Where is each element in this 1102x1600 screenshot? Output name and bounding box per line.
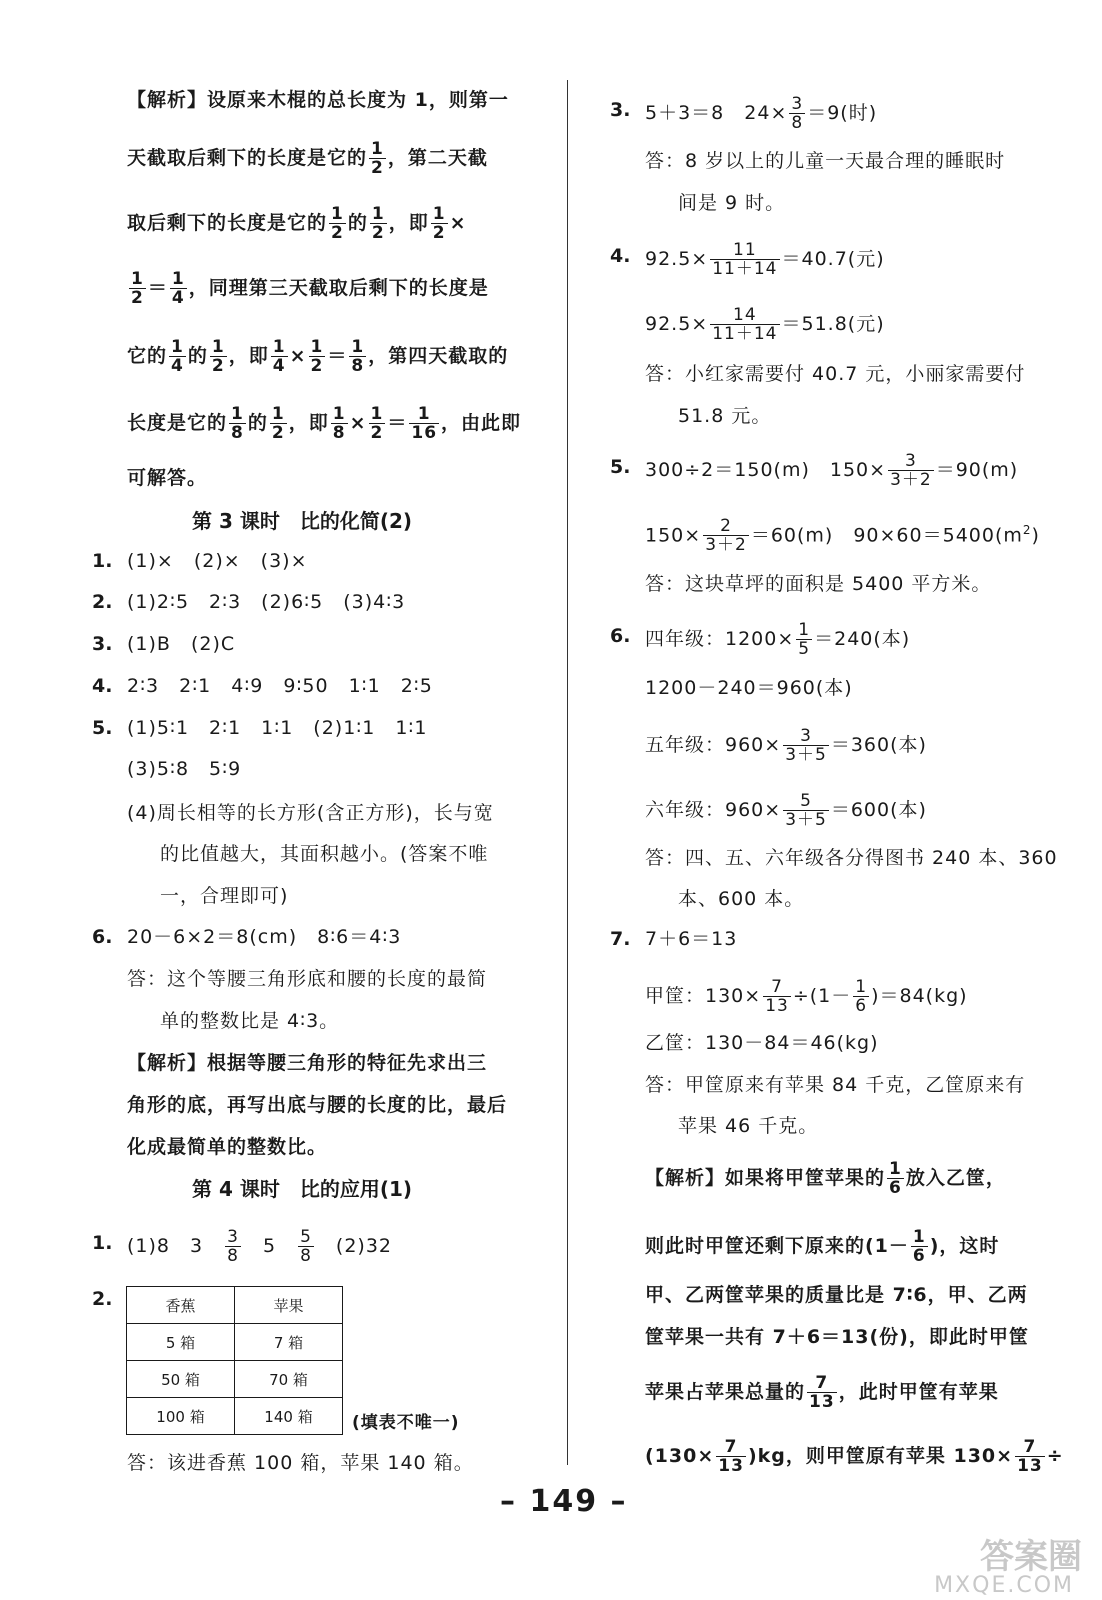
- answer-line: 答：小红家需要付 40.7 元，小丽家需要付: [645, 363, 1026, 385]
- analysis-line: 可解答。: [127, 467, 208, 489]
- answer-line: (3)5∶8 5∶9: [127, 758, 242, 780]
- answer-line: 的比值越大，其面积越小。(答案不唯: [160, 843, 489, 865]
- question-number: 6.: [92, 926, 113, 948]
- analysis-line: 则此时甲筐还剩下原来的(1－ $\frac{1}{6}$ )，这时: [645, 1227, 1000, 1266]
- table-header: 苹果: [235, 1287, 343, 1324]
- analysis-line: 【解析】设原来木棍的总长度为 1，则第一: [127, 89, 509, 111]
- analysis-line: 它的 $\frac{1}{4}$ 的 $\frac{1}{2}$ ，即 $\frac{1}{4}$ × $\frac{1}{2}$ ＝ $\frac{1}{8}$ ，第四天截取的: [127, 337, 509, 376]
- table-cell: 140 箱: [235, 1398, 343, 1435]
- analysis-line: 筐苹果一共有 7＋6＝13(份)，即此时甲筐: [645, 1326, 1029, 1348]
- question-number: 3.: [610, 99, 631, 121]
- answer-line: 答：四、五、六年级各分得图书 240 本、360: [645, 847, 1058, 869]
- answer-line: 2∶3 2∶1 4∶9 9∶50 1∶1 2∶5: [127, 675, 433, 697]
- question-number: 6.: [610, 625, 631, 647]
- answer-line: 51.8 元。: [678, 405, 772, 427]
- answer-line: 答：8 岁以上的儿童一天最合理的睡眠时: [645, 150, 1006, 172]
- answer-line: 甲筐：130× $\frac{7}{13}$ ÷(1－ $\frac{1}{6}$ )＝84(kg): [645, 977, 968, 1016]
- analysis-line: 角形的底，再写出底与腰的长度的比，最后: [127, 1094, 508, 1116]
- table-note: (填表不唯一): [352, 1413, 460, 1433]
- column-divider: [567, 80, 568, 1465]
- answer-line: 间是 9 时。: [678, 192, 786, 214]
- question-number: 4.: [92, 675, 113, 697]
- watermark-url: MXQE.COM: [934, 1573, 1074, 1598]
- analysis-line: 苹果占苹果总量的 $\frac{7}{13}$ ，此时甲筐有苹果: [645, 1373, 999, 1412]
- answer-line: (1)5∶1 2∶1 1∶1 (2)1∶1 1∶1: [127, 717, 428, 739]
- table-cell: 70 箱: [235, 1361, 343, 1398]
- question-number: 4.: [610, 245, 631, 267]
- answer-line: 92.5× $\frac{14}{11+14}$ ＝51.8(元): [645, 305, 885, 344]
- answer-line: (1)B (2)C: [127, 633, 236, 655]
- analysis-line: 天截取后剩下的长度是它的 $\frac{1}{2}$ ，第二天截: [127, 139, 488, 178]
- page-number: – 149 –: [500, 1484, 628, 1519]
- answer-line: 一，合理即可): [160, 885, 289, 907]
- answer-line: 300÷2＝150(m) 150× $\frac{3}{3+2}$ ＝90(m): [645, 451, 1019, 490]
- analysis-line: 长度是它的 $\frac{1}{8}$ 的 $\frac{1}{2}$ ，即 $\frac{1}{8}$ × $\frac{1}{2}$ ＝ $\frac{1}{16}$ ，由此即: [127, 404, 522, 443]
- fraction: $\frac{1}{2}$: [371, 139, 384, 178]
- answer-line: 7＋6＝13: [645, 928, 738, 950]
- analysis-line: 甲、乙两筐苹果的质量比是 7∶6，甲、乙两: [645, 1284, 1028, 1306]
- answer-line: 五年级：960× $\frac{3}{3+5}$ ＝360(本): [645, 726, 927, 765]
- answer-line: 答：这个等腰三角形底和腰的长度的最简: [127, 968, 488, 990]
- analysis-line: 【解析】根据等腰三角形的特征先求出三: [127, 1052, 488, 1074]
- table-cell: 100 箱: [127, 1398, 235, 1435]
- analysis-line: $\frac{1}{2}$ ＝ $\frac{1}{4}$ ，同理第三天截取后剩下的长度是: [131, 269, 489, 308]
- lesson-4-title: 第 4 课时 比的应用(1): [192, 1177, 413, 1201]
- watermark-logo: 答案圈: [980, 1537, 1082, 1577]
- analysis-line: (130× $\frac{7}{13}$ )kg，则甲筐原有苹果 130× $\frac{7}{13}$ ÷: [645, 1437, 1064, 1476]
- answer-line: 单的整数比是 4∶3。: [160, 1010, 340, 1032]
- answer-line: (1)8 3 $\frac{3}{8}$ 5 $\frac{5}{8}$ (2)32: [127, 1227, 392, 1266]
- question-number: 3.: [92, 633, 113, 655]
- question-number: 5.: [92, 717, 113, 739]
- lesson-3-title: 第 3 课时 比的化简(2): [192, 509, 413, 533]
- table-cell: 5 箱: [127, 1324, 235, 1361]
- answer-line: 乙筐：130－84＝46(kg): [645, 1032, 879, 1054]
- answer-line: (4)周长相等的长方形(含正方形)，长与宽: [127, 802, 494, 824]
- answer-line: 六年级：960× $\frac{5}{3+5}$ ＝600(本): [645, 791, 927, 830]
- answer-line: (1)2∶5 2∶3 (2)6∶5 (3)4∶3: [127, 591, 406, 613]
- answer-line: (1)× (2)× (3)×: [127, 550, 308, 572]
- answer-line: 92.5× $\frac{11}{11+14}$ ＝40.7(元): [645, 240, 885, 279]
- table-header: 香蕉: [127, 1287, 235, 1324]
- table-cell: 7 箱: [235, 1324, 343, 1361]
- question-number: 1.: [92, 550, 113, 572]
- analysis-line: 【解析】如果将甲筐苹果的 $\frac{1}{6}$ 放入乙筐，: [645, 1159, 1006, 1198]
- answer-line: 150× $\frac{2}{3+2}$ ＝60(m) $90\times 60=5400(m^2)$: [645, 516, 1040, 556]
- question-number: 7.: [610, 928, 631, 950]
- answer-line: 答：甲筐原来有苹果 84 千克，乙筐原来有: [645, 1074, 1026, 1096]
- table-cell: 50 箱: [127, 1361, 235, 1398]
- answer-line: 四年级：1200× $\frac{1}{5}$ ＝240(本): [645, 620, 911, 659]
- answer-line: 答：这块草坪的面积是 5400 平方米。: [645, 573, 992, 595]
- answer-line: 本、600 本。: [678, 888, 805, 910]
- question-number: 5.: [610, 456, 631, 478]
- analysis-line: 化成最简单的整数比。: [127, 1136, 328, 1158]
- question-number: 1.: [92, 1232, 113, 1254]
- analysis-line: 取后剩下的长度是它的 $\frac{1}{2}$ 的 $\frac{1}{2}$ ，即 $\frac{1}{2}$ ×: [127, 204, 467, 243]
- answer-table: [126, 1286, 343, 1435]
- question-number: 2.: [92, 1288, 113, 1310]
- answer-line: 答：该进香蕉 100 箱，苹果 140 箱。: [127, 1452, 474, 1474]
- answer-line: 1200－240＝960(本): [645, 677, 853, 699]
- answer-line: 20－6×2＝8(cm) 8∶6＝4∶3: [127, 926, 402, 948]
- answer-line: 5＋3＝8 24× $\frac{3}{8}$ ＝9(时): [645, 94, 878, 133]
- question-number: 2.: [92, 591, 113, 613]
- answer-line: 苹果 46 千克。: [678, 1115, 819, 1137]
